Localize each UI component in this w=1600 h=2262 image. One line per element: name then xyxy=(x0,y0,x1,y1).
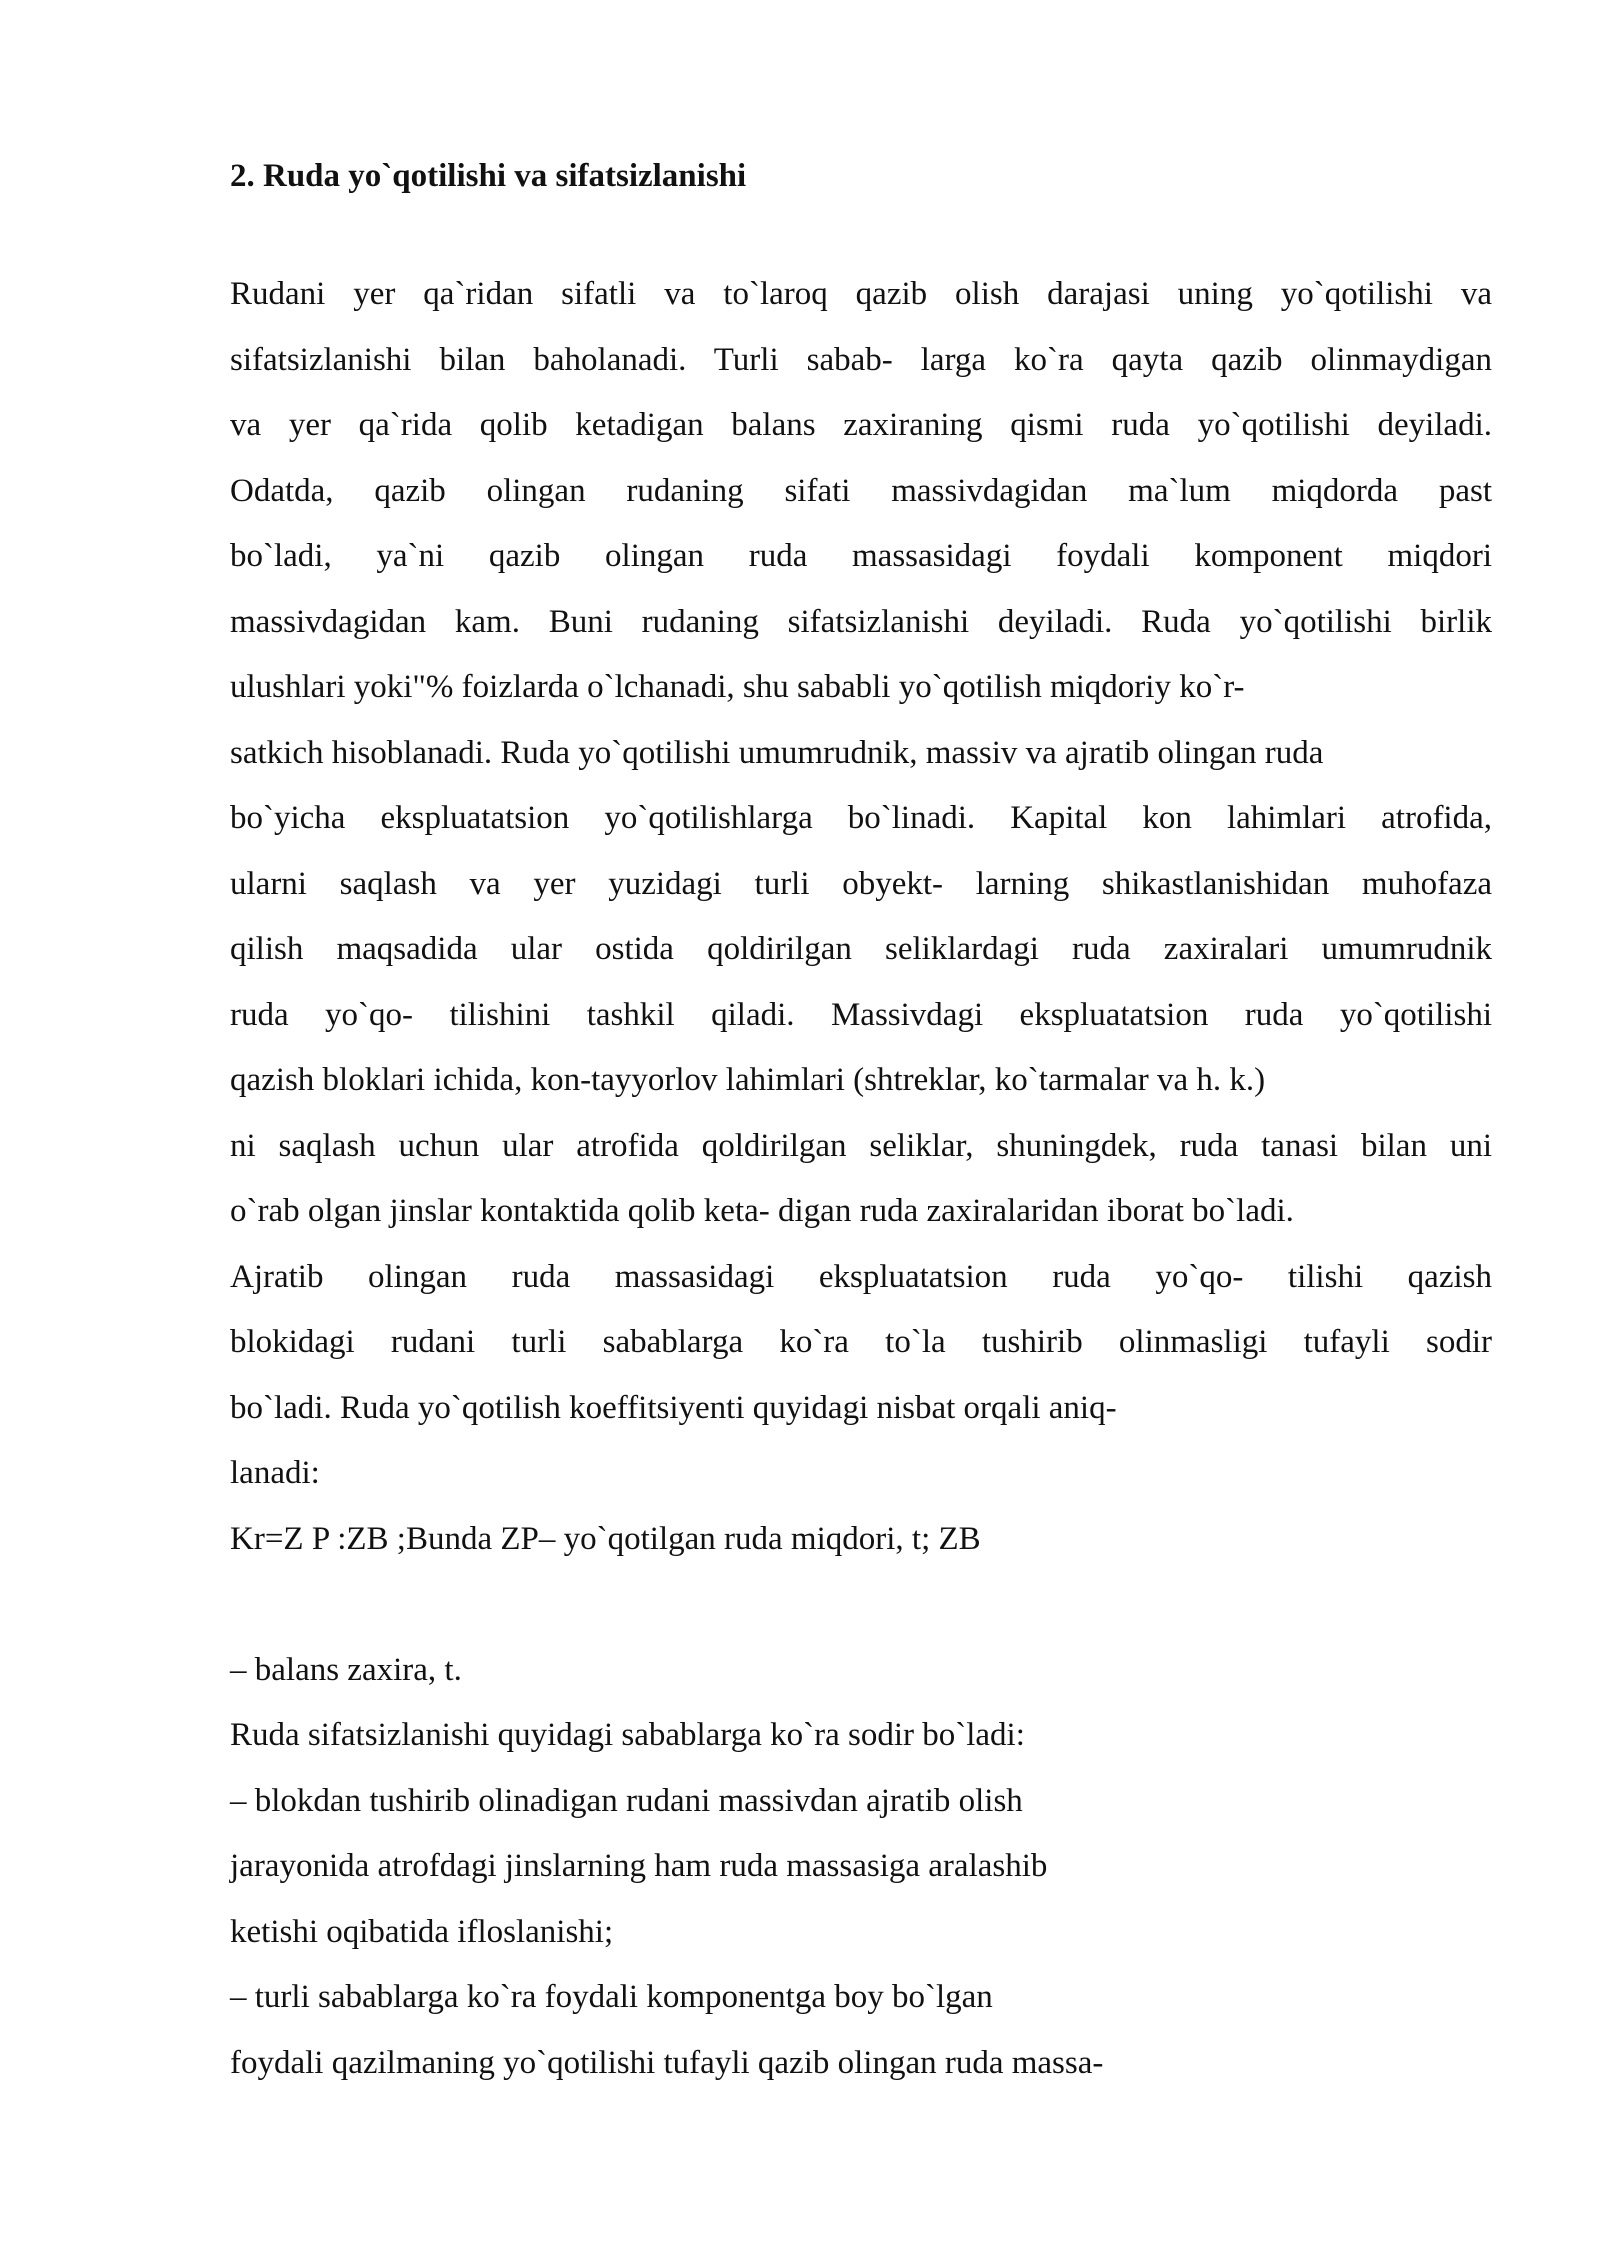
text-line: Kr=Z P :ZB ;Bunda ZP– yo`qotilgan ruda miqdori, t; ZB xyxy=(230,1520,981,1557)
text-line: qazish bloklari ichida, kon-tayyorlov lahimlari (shtreklar, ko`tarmalar va h. k.) xyxy=(230,1062,1266,1098)
text-line: ruda yo`qo- tilishini tashkil qiladi. Massivdagi ekspluatatsion ruda yo`qotilishi xyxy=(230,996,1492,1033)
text-line: Odatda, qazib olingan rudaning sifati massivdagidan ma`lum miqdorda past xyxy=(230,472,1492,509)
text-line: – balans zaxira, t. xyxy=(230,1651,462,1688)
text-line: bo`ladi, ya`ni qazib olingan ruda massasidagi foydali komponent miqdori xyxy=(230,538,1492,574)
text-line: – blokdan tushirib olinadigan rudani massivdan ajratib olish xyxy=(230,1782,1023,1819)
text-line: ni saqlash uchun ular atrofida qoldirilgan seliklar, shuningdek, ruda tanasi bilan uni xyxy=(230,1127,1492,1164)
document-body xyxy=(230,150,1492,2096)
text-line: lanadi: xyxy=(230,1455,320,1491)
text-line: bo`yicha ekspluatatsion yo`qotilishlarga bo`linadi. Kapital kon lahimlari atrofida, xyxy=(230,800,1492,836)
text-line: foydali qazilmaning yo`qotilishi tufayli qazib olingan ruda massa- xyxy=(230,2044,1104,2081)
text-line: Ajratib olingan ruda massasidagi ekspluatatsion ruda yo`qo- tilishi qazish xyxy=(230,1258,1492,1295)
heading-spacer xyxy=(230,202,1492,262)
text-line: bo`ladi. Ruda yo`qotilish koeffitsiyenti quyidagi nisbat orqali aniq- xyxy=(230,1389,1117,1426)
body-text xyxy=(230,262,1492,2096)
text-line: ularni saqlash va yer yuzidagi turli obyekt- larning shikastlanishidan muhofaza xyxy=(230,865,1492,902)
text-line: va yer qa`rida qolib ketadigan balans zaxiraning qismi ruda yo`qotilishi deyiladi. xyxy=(230,407,1492,443)
text-line: sifatsizlanishi bilan baholanadi. Turli sabab- larga ko`ra qayta qazib olinmaydigan xyxy=(230,341,1492,378)
blank-line xyxy=(230,1572,1492,1638)
text-line: Rudani yer qa`ridan sifatli va to`laroq qazib olish darajasi uning yo`qotilishi va xyxy=(230,276,1492,312)
text-line: ketishi oqibatida ifloslanishi; xyxy=(230,1913,614,1950)
text-line: satkich hisoblanadi. Ruda yo`qotilishi umumrudnik, massiv va ajratib olingan ruda xyxy=(230,734,1324,771)
text-line: Ruda sifatsizlanishi quyidagi sabablarga ko`ra sodir bo`ladi: xyxy=(230,1717,1025,1753)
text-line: jarayonida atrofdagi jinslarning ham ruda massasiga aralashib xyxy=(230,1848,1048,1884)
text-line: blokidagi rudani turli sabablarga ko`ra to`la tushirib olinmasligi tufayli sodir xyxy=(230,1324,1492,1360)
text-line: o`rab olgan jinslar kontaktida qolib keta- digan ruda zaxiralaridan iborat bo`ladi. xyxy=(230,1193,1294,1229)
text-line: – turli sabablarga ko`ra foydali komponentga boy bo`lgan xyxy=(230,1979,993,2015)
text-line: ulushlari yoki"% foizlarda o`lchanadi, shu sababli yo`qotilish miqdoriy ko`r- xyxy=(230,669,1245,705)
section-heading: 2. Ruda yo`qotilishi va sifatsizlanishi xyxy=(230,158,747,194)
text-line: massivdagidan kam. Buni rudaning sifatsizlanishi deyiladi. Ruda yo`qotilishi birlik xyxy=(230,603,1492,640)
text-line: qilish maqsadida ular ostida qoldirilgan seliklardagi ruda zaxiralari umumrudnik xyxy=(230,931,1492,967)
